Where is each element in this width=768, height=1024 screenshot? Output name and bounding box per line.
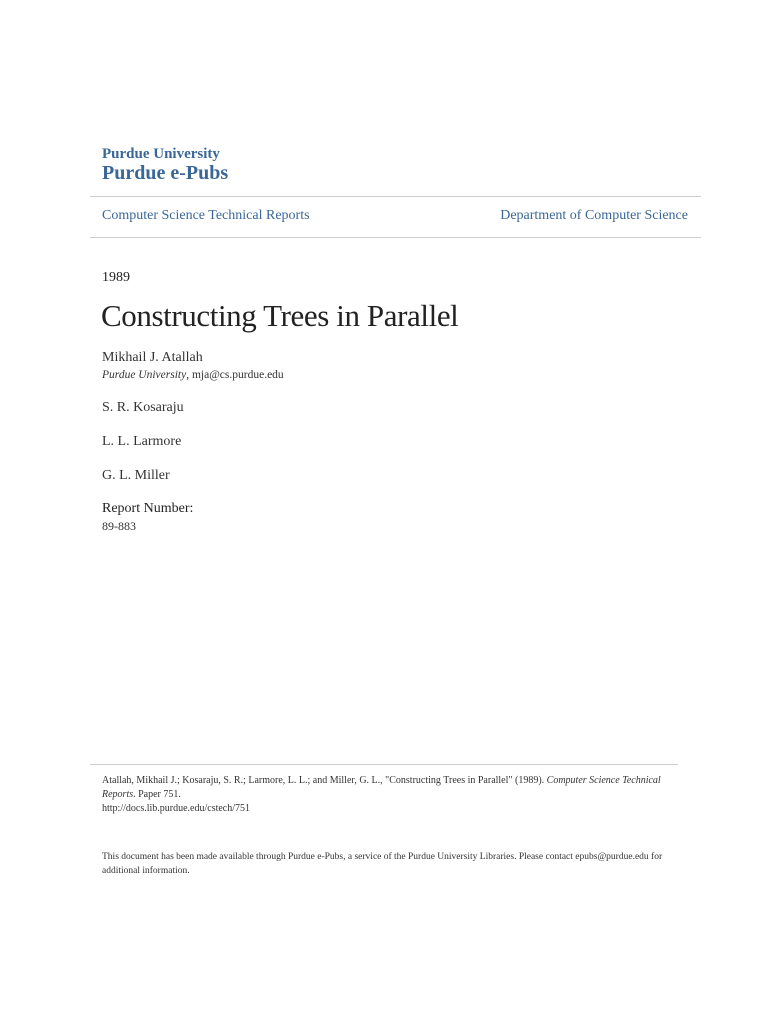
- header-divider-bottom: [90, 237, 701, 238]
- author-name: L. L. Larmore: [102, 434, 182, 449]
- citation-text: Atallah, Mikhail J.; Kosaraju, S. R.; Larmore, L. L.; and Miller, G. L., "Constructing Trees in Parallel" (1989).: [102, 775, 545, 786]
- institution-name: Purdue University: [102, 146, 220, 162]
- author-name: G. L. Miller: [102, 468, 170, 483]
- publication-year: 1989: [102, 270, 130, 285]
- availability-notice: This document has been made available through Purdue e-Pubs, a service of the Purdue University Libraries. Please contact epubs@purdue.edu for additional information.: [102, 852, 663, 876]
- series-link[interactable]: Computer Science Technical Reports: [102, 208, 310, 223]
- citation-paper: . Paper 751.: [133, 789, 181, 800]
- report-number-label: Report Number:: [102, 501, 194, 516]
- report-number: 89-883: [102, 519, 136, 533]
- author-name: Mikhail J. Atallah: [102, 350, 203, 365]
- paper-title: Constructing Trees in Parallel: [101, 298, 459, 333]
- author-email: , mja@cs.purdue.edu: [186, 369, 284, 381]
- footer-divider: [90, 764, 678, 765]
- author-name: S. R. Kosaraju: [102, 400, 184, 415]
- citation-block: [102, 774, 682, 816]
- author-affiliation: [102, 368, 284, 383]
- repository-name: Purdue e-Pubs: [102, 162, 229, 184]
- department-link[interactable]: Department of Computer Science: [500, 208, 688, 223]
- citation-series: Computer Science Technical Reports: [102, 775, 661, 800]
- affiliation-institution: Purdue University: [102, 369, 187, 381]
- header-divider-top: [90, 196, 701, 197]
- citation-url-link[interactable]: http://docs.lib.purdue.edu/cstech/751: [102, 803, 251, 814]
